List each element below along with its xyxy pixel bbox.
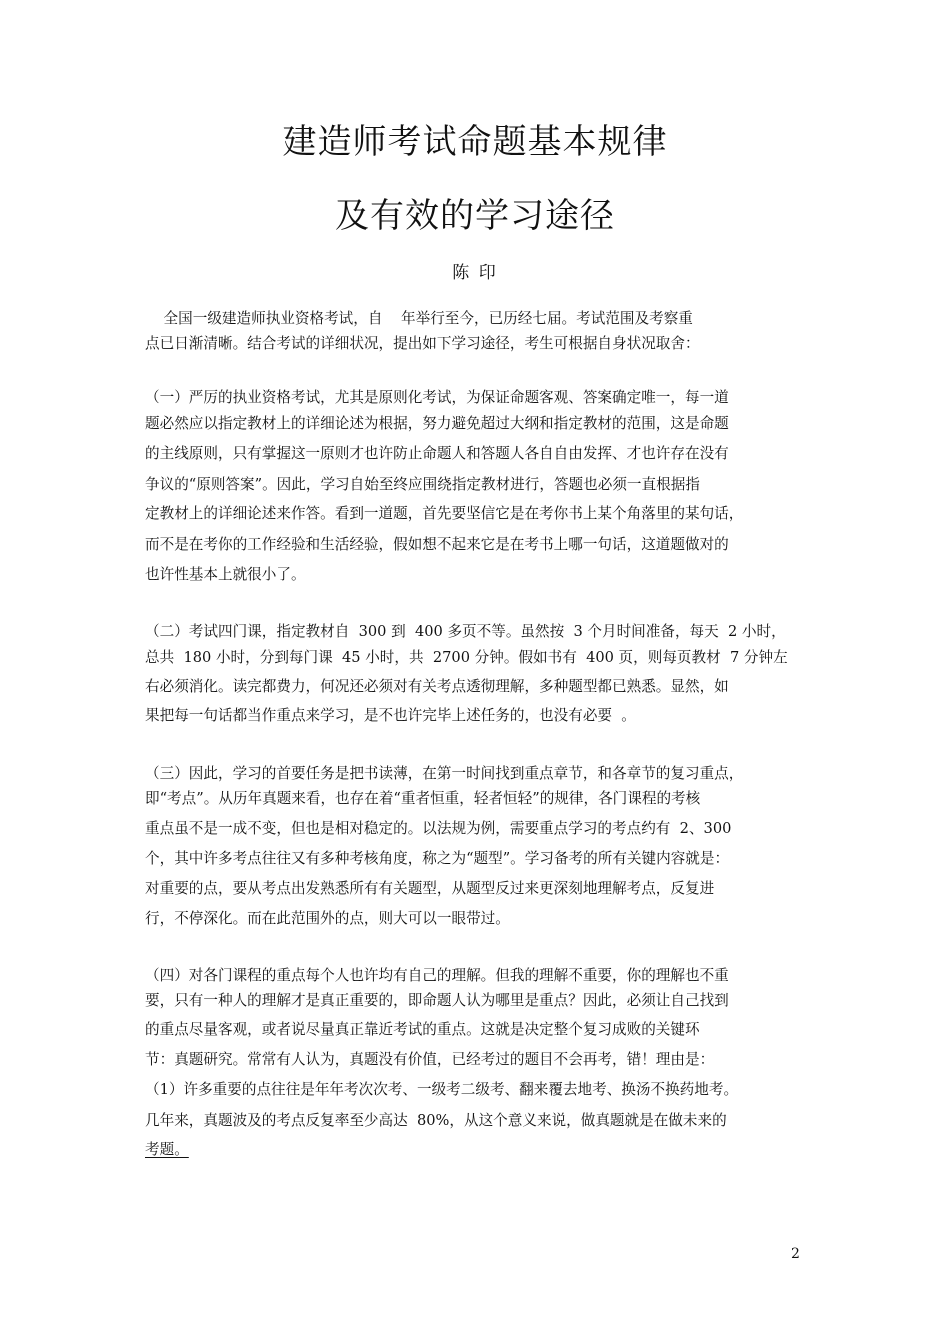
para4-line: 的重点尽量客观，或者说尽量真正靠近考试的重点。这就是决定整个复习成败的关键环	[145, 1021, 700, 1038]
para1-line: （一）严厉的执业资格考试，尤其是原则化考试，为保证命题客观、答案确定唯一，每一道	[145, 389, 729, 406]
para2-line: 右必须消化。读完都费力，何况还必须对有关考点透彻理解，多种题型都已熟悉。显然，如	[145, 678, 729, 695]
para3-line: 重点虽不是一成不变，但也是相对稳定的。以法规为例，需要重点学习的考点约有 2、300	[145, 820, 732, 837]
para3-line: 行，不停深化。而在此范围外的点，则大可以一眼带过。	[145, 910, 510, 927]
title-line-2: 及有效的学习途径	[335, 196, 615, 236]
para4-line: 要，只有一种人的理解才是真正重要的，即命题人认为哪里是重点？因此，必须让自己找到	[145, 992, 729, 1009]
para1-line: 定教材上的详细论述来作答。看到一道题，首先要坚信它是在考你书上某个角落里的某句话，	[145, 505, 744, 522]
title-line-1: 建造师考试命题基本规律	[282, 122, 668, 162]
para4-line: 几年来，真题波及的考点反复率至少高达 80%，从这个意义来说，做真题就是在做未来的	[145, 1112, 727, 1129]
para4-line: 考题。	[145, 1141, 189, 1158]
para3-line: 个，其中许多考点往往又有多种考核角度，称之为“题型”。学习备考的所有关键内容就是：	[145, 850, 730, 867]
para4-line: （四）对各门课程的重点每个人也许均有自己的理解。但我的理解不重要，你的理解也不重	[145, 967, 729, 984]
para3-line: 对重要的点，要从考点出发熟悉所有有关题型，从题型反过来更深刻地理解考点，反复进	[145, 880, 715, 897]
para1-line: 争议的“原则答案”。因此，学习自始至终应围绕指定教材进行，答题也必须一直根据指	[145, 476, 700, 493]
author: 陈 印	[452, 263, 498, 283]
para1-line: 题必然应以指定教材上的详细论述为根据，努力避免超过大纲和指定教材的范围，这是命题	[145, 415, 729, 432]
para2-line: 总共 180 小时，分到每门课 45 小时，共 2700 分钟。假如书有 400 页，则每页教材 7 分钟左	[145, 649, 788, 666]
para4-line: 节：真题研究。常常有人认为，真题没有价值，已经考过的题目不会再考，错！理由是：	[145, 1051, 715, 1068]
para1-line: 而不是在考你的工作经验和生活经验，假如想不起来它是在考书上哪一句话，这道题做对的	[145, 536, 729, 553]
page-number: 2	[791, 1246, 800, 1262]
intro-line: 点已日渐清晰。结合考试的详细状况，提出如下学习途径，考生可根据自身状况取舍：	[145, 335, 700, 352]
para2-line: （二）考试四门课，指定教材自 300 到 400 多页不等。虽然按 3 个月时间准备，每天 2 小时，	[145, 623, 786, 640]
para3-line: 即“考点”。从历年真题来看，也存在着“重者恒重，轻者恒轻”的规律，各门课程的考核	[145, 790, 701, 807]
para2-line: 果把每一句话都当作重点来学习，是不也许完毕上述任务的，也没有必要 。	[145, 707, 636, 724]
para4-line: （1）许多重要的点往往是年年考次次考、一级考二级考、翻来覆去地考、换汤不换药地考。	[145, 1081, 739, 1098]
para1-line: 也许性基本上就很小了。	[145, 566, 306, 583]
para1-line: 的主线原则，只有掌握这一原则才也许防止命题人和答题人各自自由发挥、才也许存在没有	[145, 445, 729, 462]
intro-line: 全国一级建造师执业资格考试，自 年举行至今，已历经七届。考试范围及考察重	[145, 310, 693, 327]
para3-line: （三）因此，学习的首要任务是把书读薄，在第一时间找到重点章节，和各章节的复习重点，	[145, 765, 744, 782]
